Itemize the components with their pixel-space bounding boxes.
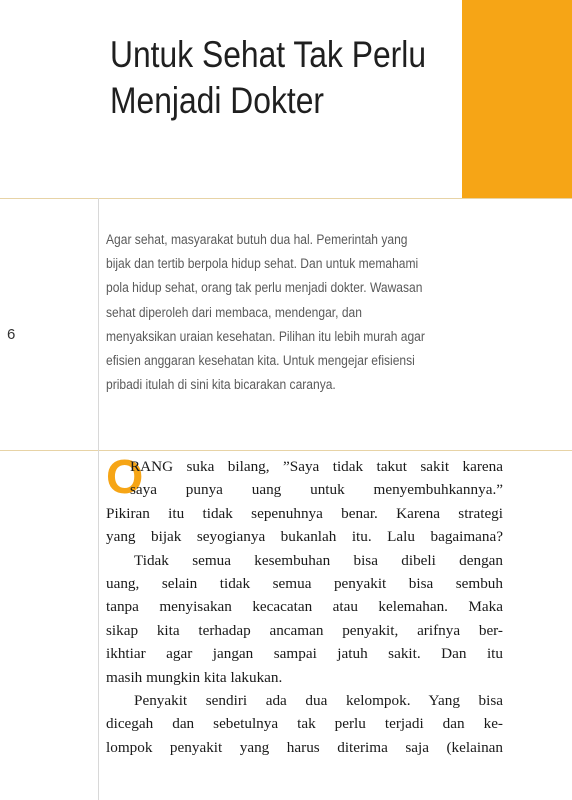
body-line: masih mungkin kita lakukan. (106, 668, 283, 686)
body-line: Pikiran itu tidak sepenuhnya benar. Karena strategi (106, 504, 503, 522)
intro-line: menyaksikan uraian kesehatan. Pilihan itu lebih murah agar (106, 328, 425, 344)
chapter-title-line-2: Menjadi Dokter (110, 80, 325, 121)
intro-line: efisien anggaran kesehatan kita. Untuk mengejar efisiensi (106, 353, 415, 369)
body-text (106, 451, 503, 759)
body-line: dicegah dan sebetulnya tak perlu terjadi dan ke- (106, 715, 503, 733)
divider-middle (0, 450, 572, 451)
chapter-title-line-1: Untuk Sehat Tak Perlu (110, 34, 427, 75)
drop-cap: O (106, 451, 144, 504)
body-line: ikhtiar agar jangan sampai jatuh sakit. Dan itu (106, 645, 503, 663)
page-number: 6 (7, 326, 16, 343)
divider-top (0, 198, 572, 199)
intro-line: Agar sehat, masyarakat butuh dua hal. Pemerintah yang (106, 232, 408, 247)
orange-accent-block (462, 0, 572, 198)
body-line: yang bijak seyogianya bukanlah itu. Lalu bagaimana? (106, 528, 503, 546)
body-line: saya punya uang untuk menyembuhkannya.” (130, 481, 503, 499)
margin-rule (98, 198, 99, 800)
body-line: RANG suka bilang, ”Saya tidak takut sakit karena (130, 458, 503, 475)
body-line: sikap kita terhadap ancaman penyakit, arifnya ber- (106, 621, 503, 639)
intro-summary (106, 228, 502, 397)
intro-line: pola hidup sehat, orang tak perlu menjadi dokter. Wawasan (106, 280, 423, 296)
body-line: lompok penyakit yang harus diterima saja (kelainan (106, 738, 503, 756)
body-line: Penyakit sendiri ada dua kelompok. Yang bisa (134, 691, 503, 709)
body-line: Tidak semua kesembuhan bisa dibeli dengan (134, 551, 503, 569)
intro-line: pribadi itulah di sini kita bicarakan caranya. (106, 377, 336, 393)
intro-line: bijak dan tertib berpola hidup sehat. Dan untuk memahami (106, 256, 419, 272)
body-line: uang, selain tidak semua penyakit bisa sembuh (106, 574, 503, 592)
intro-line: sehat diperoleh dari membaca, mendengar, dan (106, 304, 362, 320)
chapter-title (110, 32, 427, 124)
body-line: tanpa menyisakan kecacatan atau kelemahan. Maka (106, 598, 503, 616)
